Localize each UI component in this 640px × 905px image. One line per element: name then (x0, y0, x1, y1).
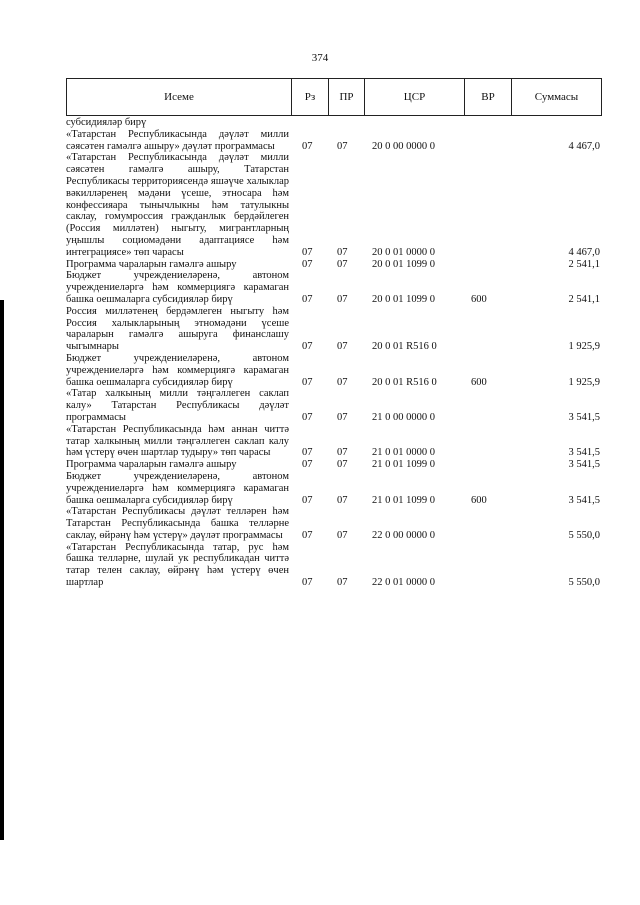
header-pr: ПР (329, 79, 365, 115)
row-name: «Татар халкының милли тәңгәллеген саклап калу» Татарстан Республикасы дәүләт программасы (66, 388, 289, 423)
row-rz: 07 (302, 258, 313, 270)
table-row (66, 259, 602, 271)
row-rz: 07 (302, 140, 313, 152)
table-row (66, 117, 602, 129)
row-sum: 3 541,5 (568, 411, 600, 423)
row-csr: 20 0 01 1099 0 (372, 258, 435, 270)
row-pr: 07 (337, 341, 348, 353)
row-pr: 07 (337, 140, 348, 152)
row-name: субсидияләр бирү (66, 117, 147, 128)
row-csr: 20 0 01 R516 0 (372, 376, 437, 388)
row-rz: 07 (302, 529, 313, 541)
scan-edge-bar (0, 300, 4, 840)
row-pr: 07 (337, 459, 348, 471)
row-name: Бюджет учреждениеләренә, автоном учреждениеләргә һәм коммерциягә карамаган башка оешмаларга субсидияләр бирү (66, 470, 289, 506)
header-sum: Суммасы (534, 91, 579, 103)
row-sum: 5 550,0 (568, 529, 600, 541)
row-rz: 07 (302, 376, 313, 388)
table-row (66, 270, 602, 305)
row-vr: 600 (471, 376, 487, 388)
row-csr: 21 0 00 0000 0 (372, 411, 435, 423)
row-name: Бюджет учреждениеләренә, автоном учреждениеләргә һәм коммерциягә карамаган башка оешмаларга субсидияләр бирү (66, 270, 289, 305)
row-sum: 1 925,9 (568, 341, 600, 353)
row-pr: 07 (337, 447, 348, 459)
row-sum: 3 541,5 (568, 459, 600, 471)
table-row (66, 388, 602, 423)
row-pr: 07 (337, 258, 348, 270)
table-row (66, 152, 602, 258)
row-csr: 21 0 01 1099 0 (372, 494, 435, 506)
row-pr: 07 (337, 411, 348, 423)
row-name: Программа чараларын гамәлгә ашыру (66, 258, 237, 270)
header-name: Исеме (67, 79, 292, 115)
row-pr: 07 (337, 529, 348, 541)
row-csr: 20 0 01 R516 0 (372, 341, 437, 353)
row-rz: 07 (302, 411, 313, 423)
row-name: Россия миллəтенең бердәмлеген ныгыту һәм Россия халыкларының этномәдәни үсеше чараларын гамәлгә ашыруга финанслашу чыгымнары (66, 305, 289, 353)
table-row (66, 471, 602, 506)
row-pr: 07 (337, 376, 348, 388)
page-number: 374 (311, 52, 329, 64)
table-row (66, 424, 602, 459)
row-csr: 20 0 00 0000 0 (372, 140, 435, 152)
row-name: «Татарстан Республикасында дәүләт милли сәясәтен гамәлгә ашыру, Татарстан Республикасы территориясендә яшәүче халыклар вәкилләренең мәдәни үсеше, этносара һәм конфессияара тынычлыкны һәм татулыкны саклау, гомумроссия гражданлык бердәйлеген (Россия миллəтен) ныгыту, мигрантларның уңышлы социомәдәни адаптациясе һәм интеграциясе» төп чарасы (66, 152, 289, 258)
row-rz: 07 (302, 246, 313, 258)
row-csr: 20 0 01 1099 0 (372, 293, 435, 305)
header-vr: ВР (465, 79, 512, 115)
header-rz: Рз (292, 79, 329, 115)
row-sum: 5 550,0 (568, 577, 600, 589)
row-csr: 21 0 01 1099 0 (372, 459, 435, 471)
table-row (66, 306, 602, 353)
row-sum: 4 467,0 (568, 140, 600, 152)
row-sum: 2 541,1 (568, 293, 600, 305)
row-rz: 07 (302, 447, 313, 459)
row-name: «Татарстан Республикасында татар, рус һәм башка телләрне, шулай ук республикадан читтә татар телен саклау, өйрәнү һәм үстерү өчен шартлар (66, 541, 289, 589)
table-row (66, 129, 602, 153)
row-name: «Татарстан Республикасында дәүләт милли сәясәтен гамәлгә ашыру» дәүләт программасы (66, 128, 289, 152)
row-csr: 21 0 01 0000 0 (372, 447, 435, 459)
table-body (66, 117, 602, 589)
row-pr: 07 (337, 246, 348, 258)
row-name: Бюджет учреждениеләренә, автоном учреждениеләргә һәм коммерциягә карамаган башка оешмаларга субсидияләр бирү (66, 352, 289, 388)
row-csr: 20 0 01 0000 0 (372, 246, 435, 258)
table-row (66, 459, 602, 471)
row-rz: 07 (302, 293, 313, 305)
row-sum: 2 541,1 (568, 258, 600, 270)
row-sum: 3 541,5 (568, 447, 600, 459)
row-sum: 4 467,0 (568, 246, 600, 258)
row-rz: 07 (302, 577, 313, 589)
row-rz: 07 (302, 341, 313, 353)
row-name: Программа чараларын гамәлгә ашыру (66, 459, 237, 471)
table-header (66, 78, 602, 116)
table-row (66, 506, 602, 541)
table-row (66, 353, 602, 388)
row-name: «Татарстан Республикасы дәүләт телләрен һәм Татарстан Республикасында башка телләрне саклау, өйрәнү һәм үстерү» дәүләт программасы (66, 506, 289, 541)
row-vr: 600 (471, 494, 487, 506)
row-csr: 22 0 00 0000 0 (372, 529, 435, 541)
row-vr: 600 (471, 293, 487, 305)
row-csr: 22 0 01 0000 0 (372, 577, 435, 589)
row-sum: 1 925,9 (568, 376, 600, 388)
row-sum: 3 541,5 (568, 494, 600, 506)
table-row (66, 542, 602, 589)
row-pr: 07 (337, 293, 348, 305)
row-rz: 07 (302, 459, 313, 471)
row-rz: 07 (302, 494, 313, 506)
row-name: «Татарстан Республикасында һәм аннан читтә татар халкының милли тәңгәллеген саклап калу һәм үстерү өчен шартлар тудыру» төп чарасы (66, 423, 289, 459)
header-csr: ЦСР (365, 79, 465, 115)
row-pr: 07 (337, 494, 348, 506)
row-pr: 07 (337, 577, 348, 589)
